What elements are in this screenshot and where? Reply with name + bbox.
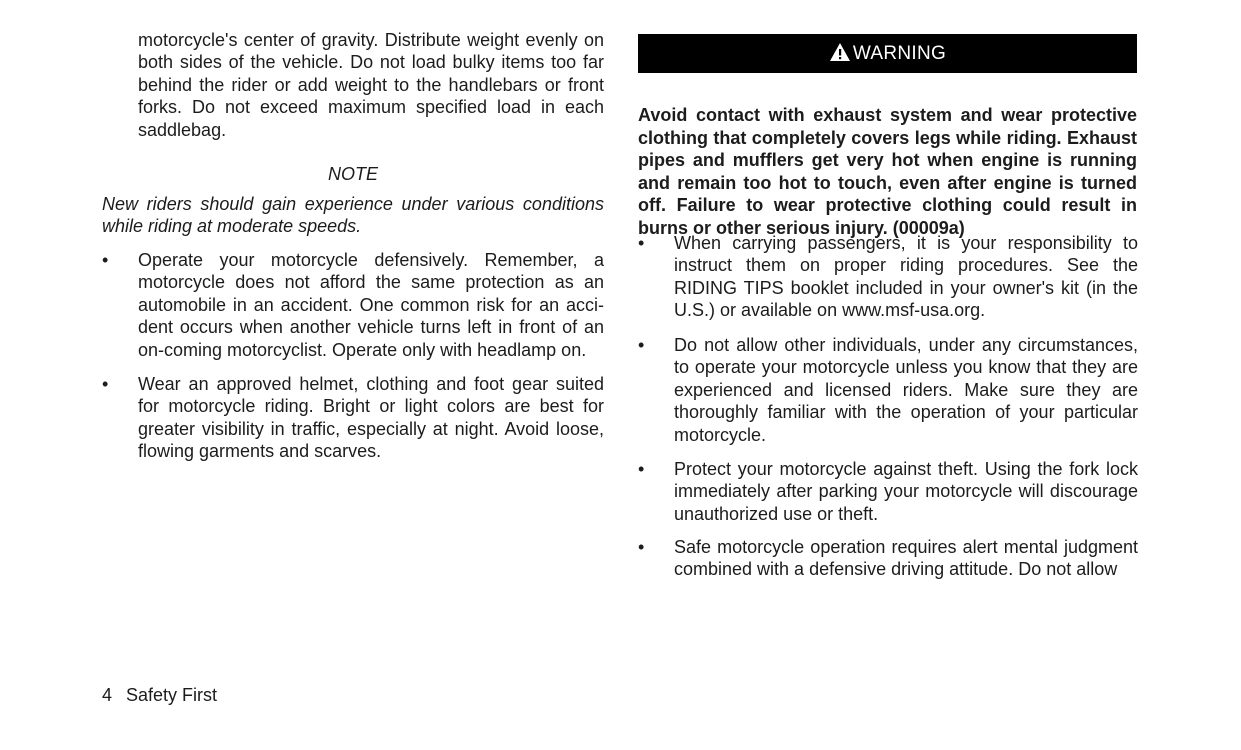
bullet-text: Operate your motorcycle defensively. Remember, a motorcycle does not afford the same protection as an automobile in an accident. One common risk for an acci-dent occurs when another vehicle turns left in front of an on-coming motorcyclist. Operate only with headlamp on. [138,250,604,360]
warning-text: Avoid contact with exhaust system and wear protective clothing that completely covers legs while riding. Exhaust pipes and mufflers get very hot when engine is running and remain too hot to touch, even after engine is turned off. Failure to wear protective clothing could result in burns or other serious injury. (00009a) [638,105,1137,238]
note-heading: NOTE [327,164,378,184]
bullet-text: When carrying passengers, it is your responsibility to instruct them on proper riding procedures. See the RIDING TIPS booklet included in your owner's kit (in the U.S.) or available on www.msf-usa.org. [674,233,1138,321]
warning-triangle-icon [829,42,851,62]
bullet-point: • [102,250,109,270]
note-text: New riders should gain experience under various conditions while riding at moderate speeds. [102,194,604,237]
continued-paragraph: motorcycle's center of gravity. Distribute weight evenly on both sides of the vehicle. Do not load bulky items too far behind the rider or add weight to the handlebars or front forks. Do not exceed maximum specified load in each saddlebag. [138,30,604,140]
section-title: Safety First [126,685,218,705]
bullet-point: • [102,374,109,394]
bullet-point: • [638,459,645,479]
bullet-text: Do not allow other individuals, under any circumstances, to operate your motorcycle unless you know that they are experienced and licensed riders. Make sure they are thoroughly familiar with the operation of your particular motorcycle. [674,335,1138,445]
bullet-text: Safe motorcycle operation requires alert mental judgment combined with a defensive driving attitude. Do not allow [674,537,1138,580]
warning-label: WARNING [852,42,947,64]
bullet-text: Wear an approved helmet, clothing and foot gear suited for motorcycle riding. Bright or light colors are best for greater visibility in traffic, especially at night. Avoid loose, flowing garments and scarves. [138,374,604,462]
bullet-text: Protect your motorcycle against theft. Using the fork lock immediately after parking your motorcycle will discourage unauthorized use or theft. [674,459,1138,524]
bullet-point: • [638,233,645,253]
bullet-point: • [638,335,645,355]
bullet-point: • [638,537,645,557]
page-footer [102,684,217,706]
warning-banner [638,34,1137,73]
page-number: 4 [102,685,113,705]
